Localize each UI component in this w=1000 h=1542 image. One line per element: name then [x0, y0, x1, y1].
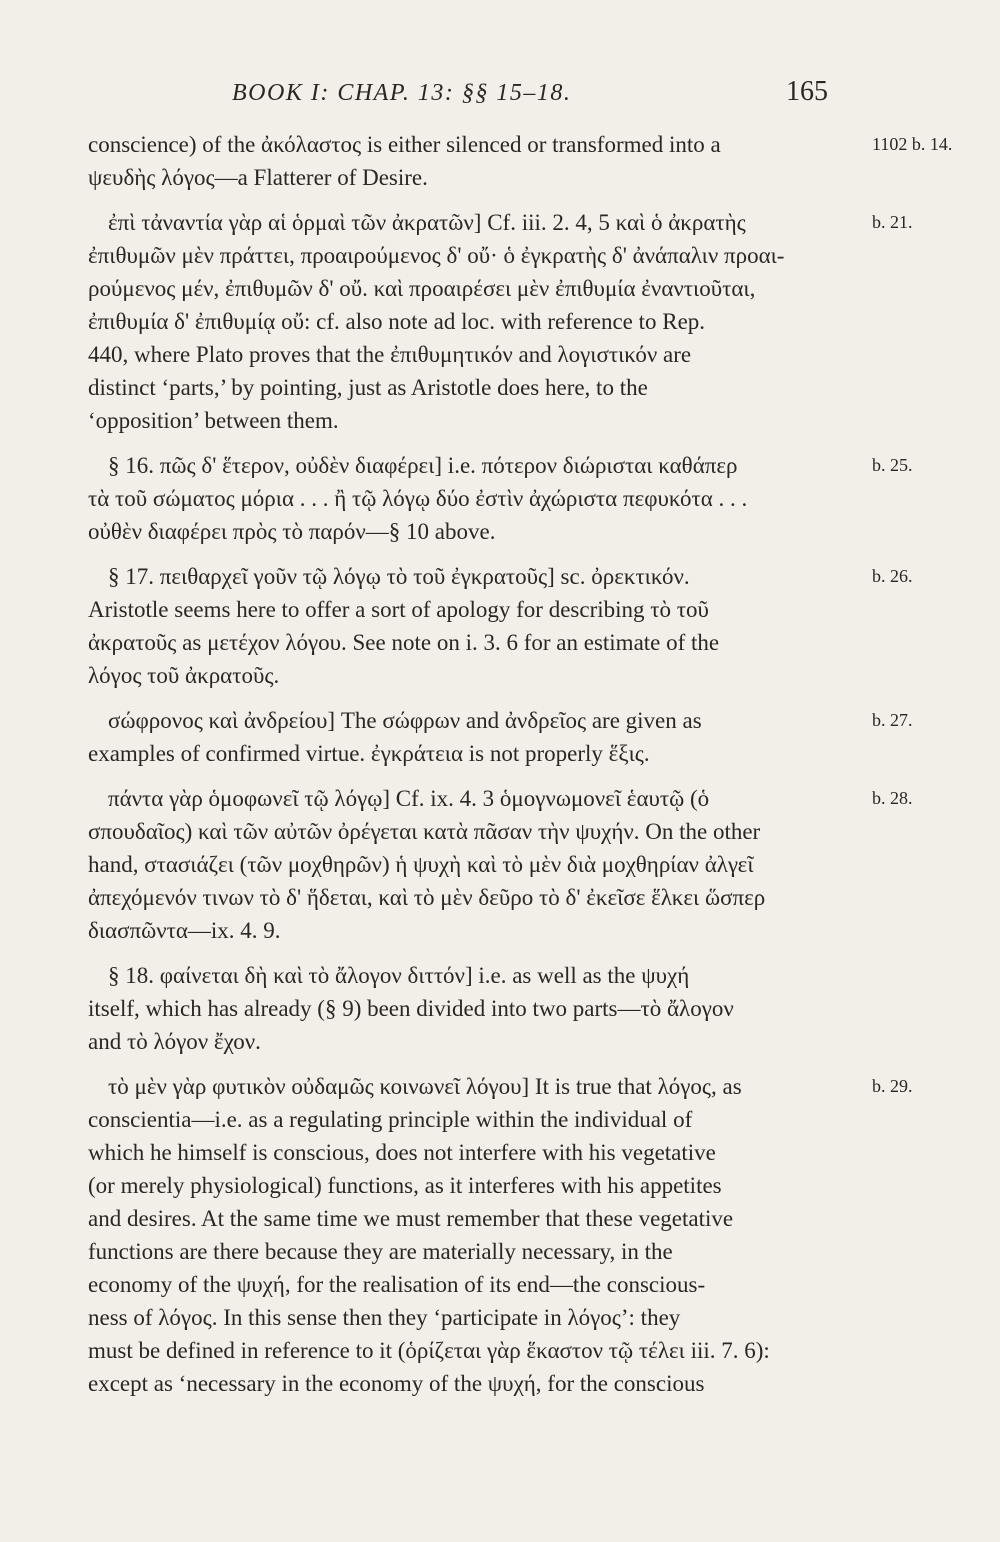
text-line: σώφρονος καὶ ἀνδρείου] The σώφρων and ἀνδρεῖος are given as b. 27.	[88, 704, 866, 737]
text-line: τὸ μὲν γὰρ φυτικὸν οὐδαμῶς κοινωνεῖ λόγου] It is true that λόγος, as b. 29.	[88, 1070, 866, 1103]
text-line: conscience) of the ἀκόλαστος is either silenced or transformed into a 1102 b. 14.	[88, 128, 866, 161]
text-line: ἐπιθυμία δ' ἐπιθυμίᾳ οὔ: cf. also note ad loc. with reference to Rep.	[88, 309, 706, 334]
margin-reference: b. 28.	[872, 788, 913, 808]
text-line: πάντα γὰρ ὁμοφωνεῖ τῷ λόγῳ] Cf. ix. 4. 3 ὁμογνωμονεῖ ἑαυτῷ (ὁ b. 28.	[88, 782, 866, 815]
text-line: ἀπεχόμενόν τινων τὸ δ' ἥδεται, καὶ τὸ μὲν δεῦρο τὸ δ' ἐκεῖσε ἕλκει ὥσπερ	[88, 885, 766, 910]
margin-reference: b. 21.	[872, 212, 913, 232]
text-line: itself, which has already (§ 9) been divided into two parts—τὸ ἄλογον	[88, 996, 734, 1021]
text-line: Aristotle seems here to offer a sort of apology for describing τὸ τοῦ	[88, 597, 709, 622]
text-line: hand, στασιάζει (τῶν μοχθηρῶν) ἡ ψυχὴ καὶ τὸ μὲν διὰ μοχθηρίαν ἀλγεῖ	[88, 852, 754, 877]
margin-reference: b. 27.	[872, 710, 913, 730]
text-line: ψευδὴς λόγος—a Flatterer of Desire.	[88, 165, 428, 190]
text-line: ἐπὶ τἀναντία γὰρ αἱ ὁρμαὶ τῶν ἀκρατῶν] Cf. iii. 2. 4, 5 καὶ ὁ ἀκρατὴς b. 21.	[88, 206, 866, 239]
text-line: and desires. At the same time we must remember that these vegetative	[88, 1206, 734, 1231]
text-line: λόγος τοῦ ἀκρατοῦς.	[88, 663, 280, 688]
running-title: BOOK I: CHAP. 13: §§ 15–18.	[232, 80, 572, 106]
text-line: distinct ‘parts,’ by pointing, just as Aristotle does here, to the	[88, 375, 648, 400]
margin-reference: b. 26.	[872, 566, 913, 586]
text-line: σπουδαῖος) καὶ τῶν αὐτῶν ὀρέγεται κατὰ πᾶσαν τὴν ψυχήν. On the other	[88, 819, 761, 844]
text-line: which he himself is conscious, does not interfere with his vegetative	[88, 1140, 716, 1165]
page-number: 165	[786, 76, 828, 107]
text-line: except as ‘necessary in the economy of the ψυχή, for the conscious	[88, 1371, 705, 1396]
text-line: § 17. πειθαρχεῖ γοῦν τῷ λόγῳ τὸ τοῦ ἐγκρατοῦς] sc. ὀρεκτικόν. b. 26.	[88, 560, 866, 593]
text-line: ρούμενος μέν, ἐπιθυμῶν δ' οὔ. καὶ προαιρέσει μὲν ἐπιθυμία ἐναντιοῦται,	[88, 276, 756, 301]
text-line: 440, where Plato proves that the ἐπιθυμητικόν and λογιστικόν are	[88, 342, 692, 367]
text-line: οὐθὲν διαφέρει πρὸς τὸ παρόν—§ 10 above.	[88, 519, 496, 544]
text-line: examples of confirmed virtue. ἐγκράτεια is not properly ἕξις.	[88, 741, 650, 766]
text-line: τὰ τοῦ σώματος μόρια . . . ἢ τῷ λόγῳ δύο ἐστὶν ἀχώριστα πεφυκότα . . .	[88, 486, 748, 511]
text-line: conscientia—i.e. as a regulating principle within the individual of	[88, 1107, 693, 1132]
margin-reference: b. 25.	[872, 455, 913, 475]
text-line: ness of λόγος. In this sense then they ‘participate in λόγος’: they	[88, 1305, 681, 1330]
commentary-text	[88, 128, 953, 1400]
text-line: (or merely physiological) functions, as it interferes with his appetites	[88, 1173, 722, 1198]
text-line: ‘opposition’ between them.	[88, 408, 339, 433]
text-line: ἐπιθυμῶν μὲν πράττει, προαιρούμενος δ' οὔ· ὁ ἐγκρατὴς δ' ἀνάπαλιν προαι-	[88, 243, 785, 268]
margin-reference: 1102 b. 14.	[872, 134, 953, 154]
text-line: ἀκρατοῦς as μετέχον λόγου. See note on i. 3. 6 for an estimate of the	[88, 630, 720, 655]
text-line: § 18. φαίνεται δὴ καὶ τὸ ἄλογον διττόν] i.e. as well as the ψυχή	[108, 963, 690, 988]
text-line: διασπῶντα—ix. 4. 9.	[88, 918, 281, 943]
text-line: must be defined in reference to it (ὁρίζεται γὰρ ἕκαστον τῷ τέλει iii. 7. 6):	[88, 1338, 770, 1363]
text-line: economy of the ψυχή, for the realisation of its end—the conscious-	[88, 1272, 706, 1297]
running-head	[0, 72, 1000, 120]
margin-reference: b. 29.	[872, 1076, 913, 1096]
text-line: functions are there because they are materially necessary, in the	[88, 1239, 673, 1264]
text-line: § 16. πῶς δ' ἕτερον, οὐδὲν διαφέρει] i.e. πότερον διώρισται καθάπερ b. 25.	[88, 449, 866, 482]
text-line: and τὸ λόγον ἔχον.	[88, 1029, 261, 1054]
